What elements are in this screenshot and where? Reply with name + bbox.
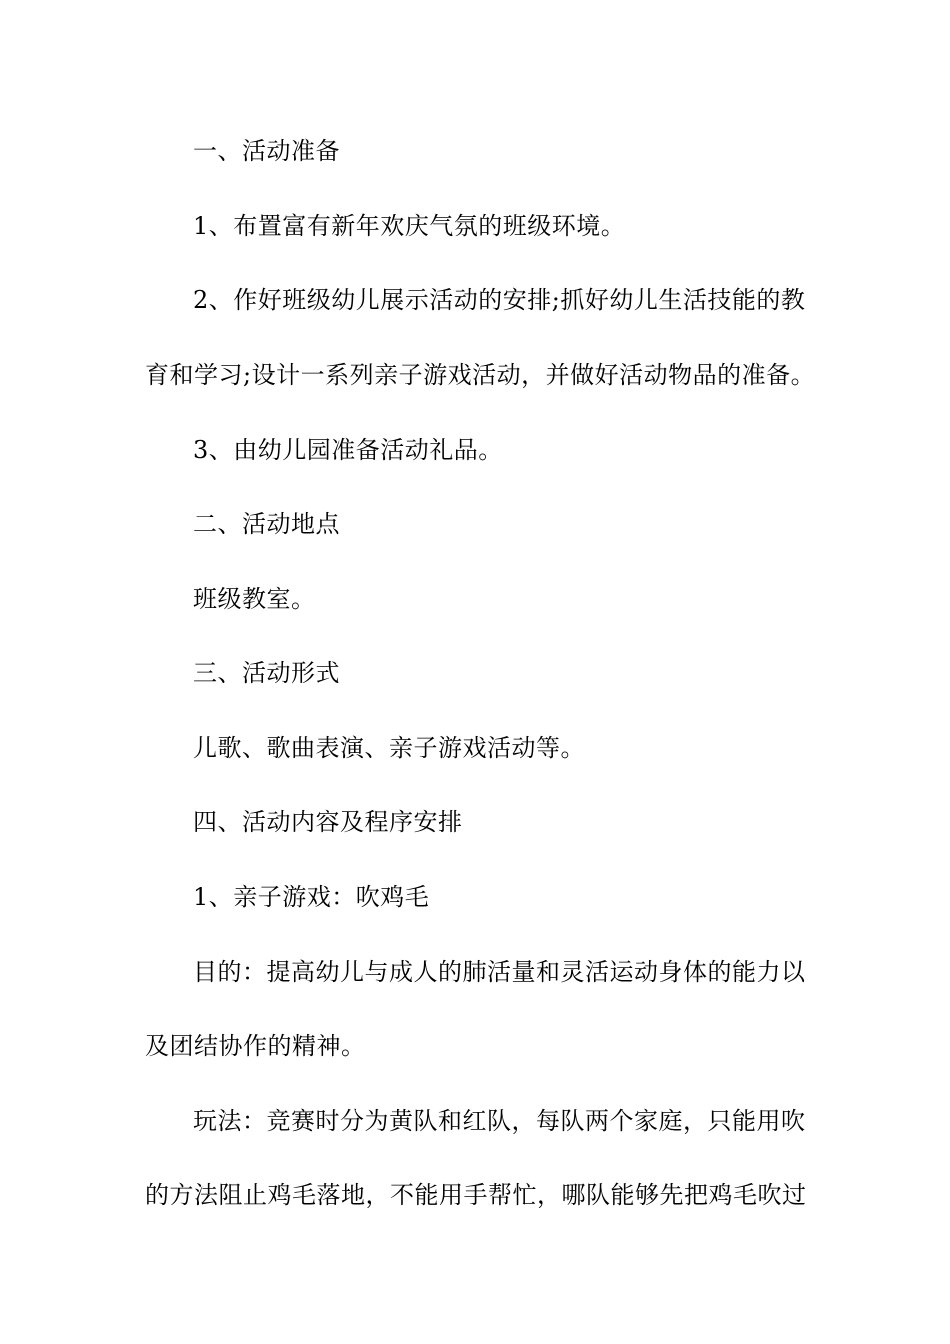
paragraph-7-line-1: 目的：提高幼儿与成人的肺活量和灵活运动身体的能力以 — [193, 958, 806, 986]
section-heading-2: 二、活动地点 — [193, 510, 340, 538]
paragraph-4: 班级教室。 — [193, 585, 316, 613]
section-heading-3: 三、活动形式 — [193, 659, 340, 687]
paragraph-6: 1、亲子游戏：吹鸡毛 — [193, 883, 430, 911]
section-heading-1: 一、活动准备 — [193, 137, 340, 165]
paragraph-8-line-2: 的方法阻止鸡毛落地，不能用手帮忙，哪队能够先把鸡毛吹过 — [145, 1181, 807, 1209]
paragraph-2-line-1: 2、作好班级幼儿展示活动的安排;抓好幼儿生活技能的教 — [193, 286, 806, 314]
paragraph-1: 1、布置富有新年欢庆气氛的班级环境。 — [193, 212, 626, 240]
paragraph-2-line-2: 育和学习;设计一系列亲子游戏活动，并做好活动物品的准备。 — [145, 361, 816, 389]
paragraph-5: 儿歌、歌曲表演、亲子游戏活动等。 — [193, 734, 585, 762]
paragraph-7-line-2: 及团结协作的精神。 — [145, 1032, 366, 1060]
section-heading-4: 四、活动内容及程序安排 — [193, 808, 463, 836]
paragraph-3: 3、由幼儿园准备活动礼品。 — [193, 436, 503, 464]
paragraph-8-line-1: 玩法：竞赛时分为黄队和红队，每队两个家庭，只能用吹 — [193, 1107, 806, 1135]
